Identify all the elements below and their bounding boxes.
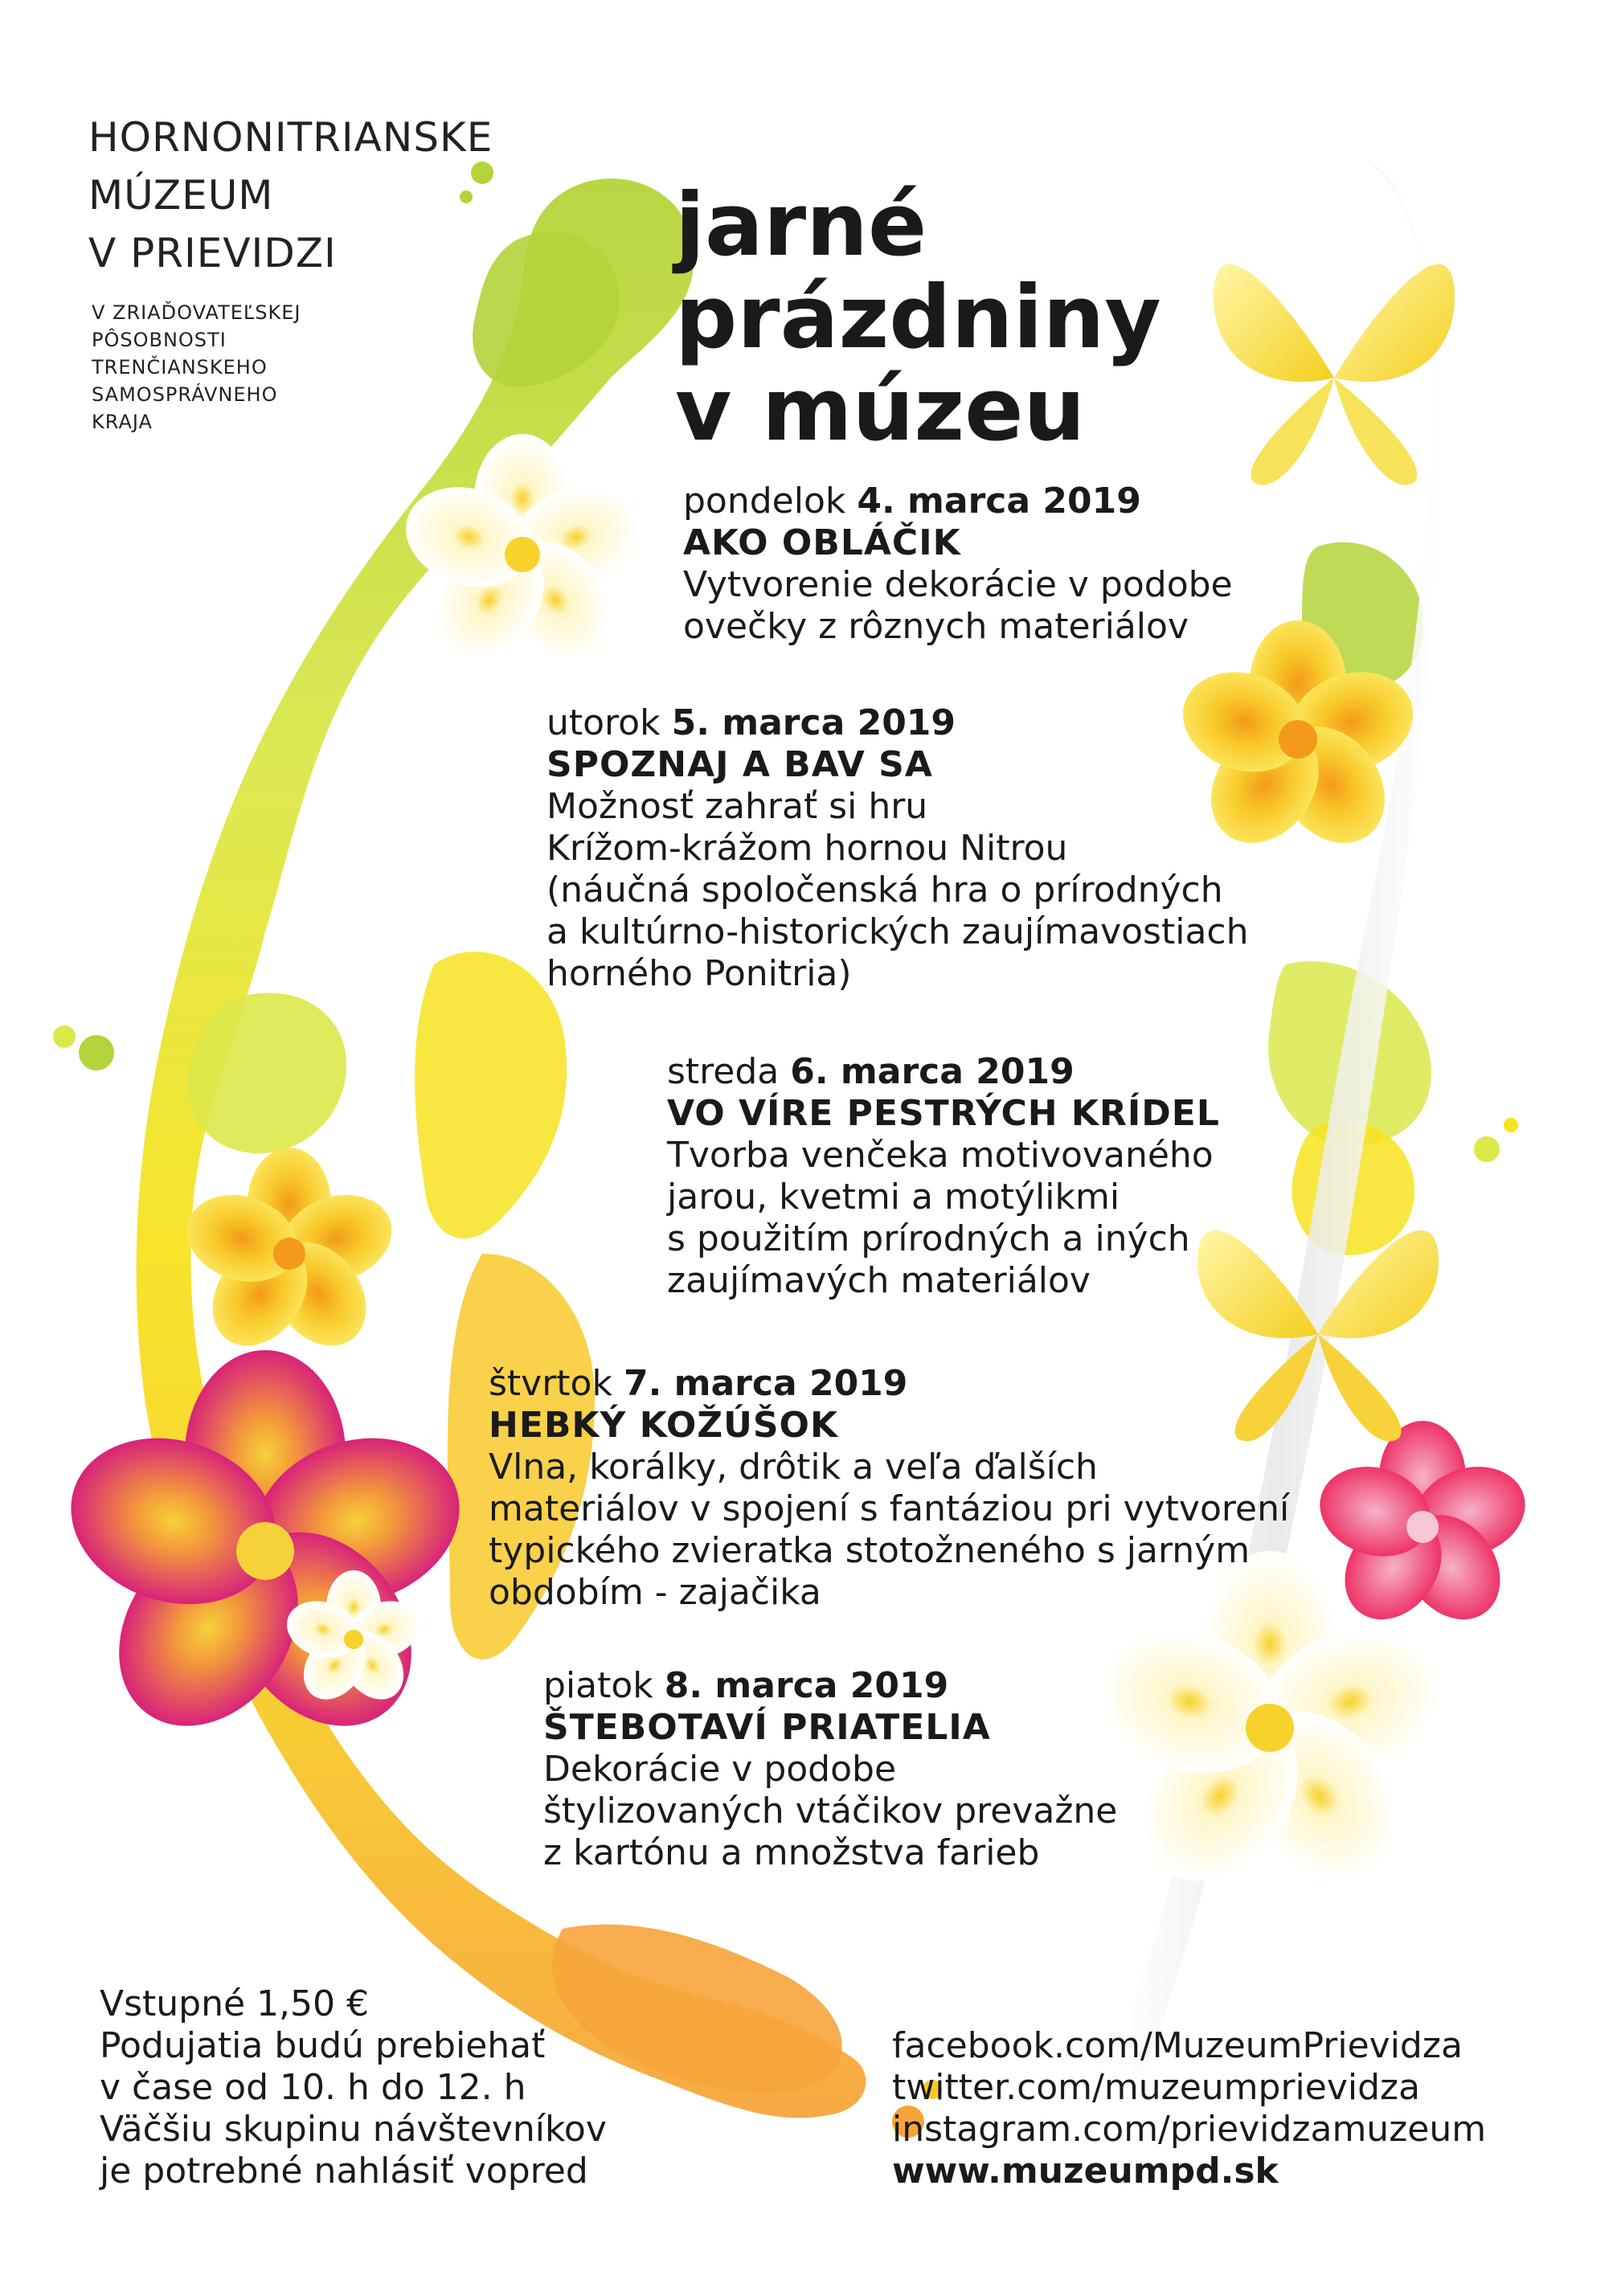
event-day: streda — [667, 1051, 780, 1092]
event-name: SPOZNAJ A BAV SA — [546, 744, 933, 785]
event-date-line — [489, 1363, 1289, 1405]
event-name: ŠTEBOTAVÍ PRIATELIA — [543, 1707, 991, 1748]
flower-icon — [175, 1148, 403, 1364]
flower-icon — [1308, 1421, 1537, 1639]
event-tuesday — [546, 702, 1249, 995]
admission-info — [100, 1983, 607, 2192]
event-day: piatok — [543, 1665, 653, 1706]
event-date-line — [546, 702, 1249, 744]
event-date: 4. marca 2019 — [857, 481, 1141, 522]
event-wednesday — [667, 1051, 1220, 1302]
event-date-line — [683, 481, 1233, 522]
title-line-3: v múzeu — [675, 360, 1086, 460]
admission-line: Vstupné 1,50 € — [100, 1983, 369, 2024]
event-description-line: zaujímavých materiálov — [667, 1260, 1091, 1301]
twitter-link[interactable]: twitter.com/muzeumprievidza — [892, 2067, 1421, 2108]
admission-line: Podujatia budú prebiehať — [100, 2025, 546, 2066]
org-name-line-2: MÚZEUM — [88, 172, 274, 219]
event-name: AKO OBLÁČIK — [683, 522, 961, 563]
org-name-line-1: HORNONITRIANSKE — [88, 114, 493, 161]
event-description-line: Tvorba venčeka motivovaného — [667, 1135, 1214, 1176]
event-description-line: štylizovaných vtáčikov prevažne — [543, 1791, 1118, 1831]
event-description-line: ovečky z rôznych materiálov — [683, 606, 1189, 647]
event-thursday — [489, 1363, 1289, 1614]
event-description-line: typického zvieratka stotožneného s jarným — [489, 1530, 1251, 1571]
org-subtitle-line-1: V ZRIAĎOVATEĽSKEJ — [92, 301, 301, 324]
event-description-line: (náučná spoločenská hra o prírodných — [546, 870, 1223, 911]
event-date: 8. marca 2019 — [664, 1665, 949, 1706]
flower-icon — [393, 434, 652, 681]
event-description-line: Možnosť zahrať si hru — [546, 786, 928, 827]
admission-line: Väčšiu skupinu návštevníkov — [100, 2109, 607, 2150]
event-date-line — [667, 1051, 1220, 1093]
event-name: VO VÍRE PESTRÝCH KRÍDEL — [667, 1093, 1220, 1134]
event-description-line: z kartónu a množstva farieb — [543, 1832, 1040, 1873]
event-date: 6. marca 2019 — [790, 1051, 1075, 1092]
event-monday — [683, 481, 1233, 648]
event-description-line: Krížom-krážom hornou Nitrou — [546, 828, 1068, 869]
instagram-link[interactable]: instagram.com/prievidzamuzeum — [892, 2109, 1487, 2150]
title-line-2: prázdniny — [675, 268, 1161, 368]
event-day: pondelok — [683, 481, 846, 522]
event-date: 7. marca 2019 — [623, 1363, 908, 1404]
event-description-line: horného Ponitria) — [546, 953, 852, 994]
event-day: utorok — [546, 702, 661, 743]
admission-line: v čase od 10. h do 12. h — [100, 2067, 526, 2108]
event-description-line: materiálov v spojení s fantáziou pri vytvorení — [489, 1488, 1290, 1529]
event-description-line: a kultúrno-historických zaujímavostiach — [546, 911, 1249, 952]
butterfly-icon — [1214, 264, 1455, 485]
event-description-line: obdobím - zajačika — [489, 1572, 821, 1613]
org-subtitle-line-3: TRENČIANSKEHO — [92, 356, 268, 379]
event-description-line: jarou, kvetmi a motýlikmi — [667, 1177, 1120, 1218]
event-description-line: Vytvorenie dekorácie v podobe — [683, 564, 1233, 605]
admission-line: je potrebné nahlásiť vopred — [100, 2151, 588, 2192]
event-name: HEBKÝ KOŽÚŠOK — [489, 1405, 839, 1446]
contact-links — [892, 2025, 1486, 2192]
event-friday — [543, 1665, 1117, 1874]
org-subtitle-line-2: PÔSOBNOSTI — [92, 329, 227, 351]
event-date: 5. marca 2019 — [671, 702, 956, 743]
event-description-line: s použitím prírodných a iných — [667, 1218, 1190, 1259]
title-line-1: jarné — [675, 175, 927, 276]
facebook-link[interactable]: facebook.com/MuzeumPrievidza — [892, 2025, 1463, 2066]
event-description-line: Vlna, korálky, drôtik a veľa ďalších — [489, 1447, 1098, 1488]
event-day: štvrtok — [489, 1363, 612, 1404]
website-link[interactable]: www.muzeumpd.sk — [892, 2151, 1279, 2192]
org-name-line-3: V PRIEVIDZI — [88, 230, 337, 276]
org-subtitle-line-4: SAMOSPRÁVNEHO — [92, 383, 278, 406]
event-date-line — [543, 1665, 1117, 1707]
org-subtitle-line-5: KRAJA — [92, 411, 153, 433]
event-description-line: Dekorácie v podobe — [543, 1749, 897, 1790]
